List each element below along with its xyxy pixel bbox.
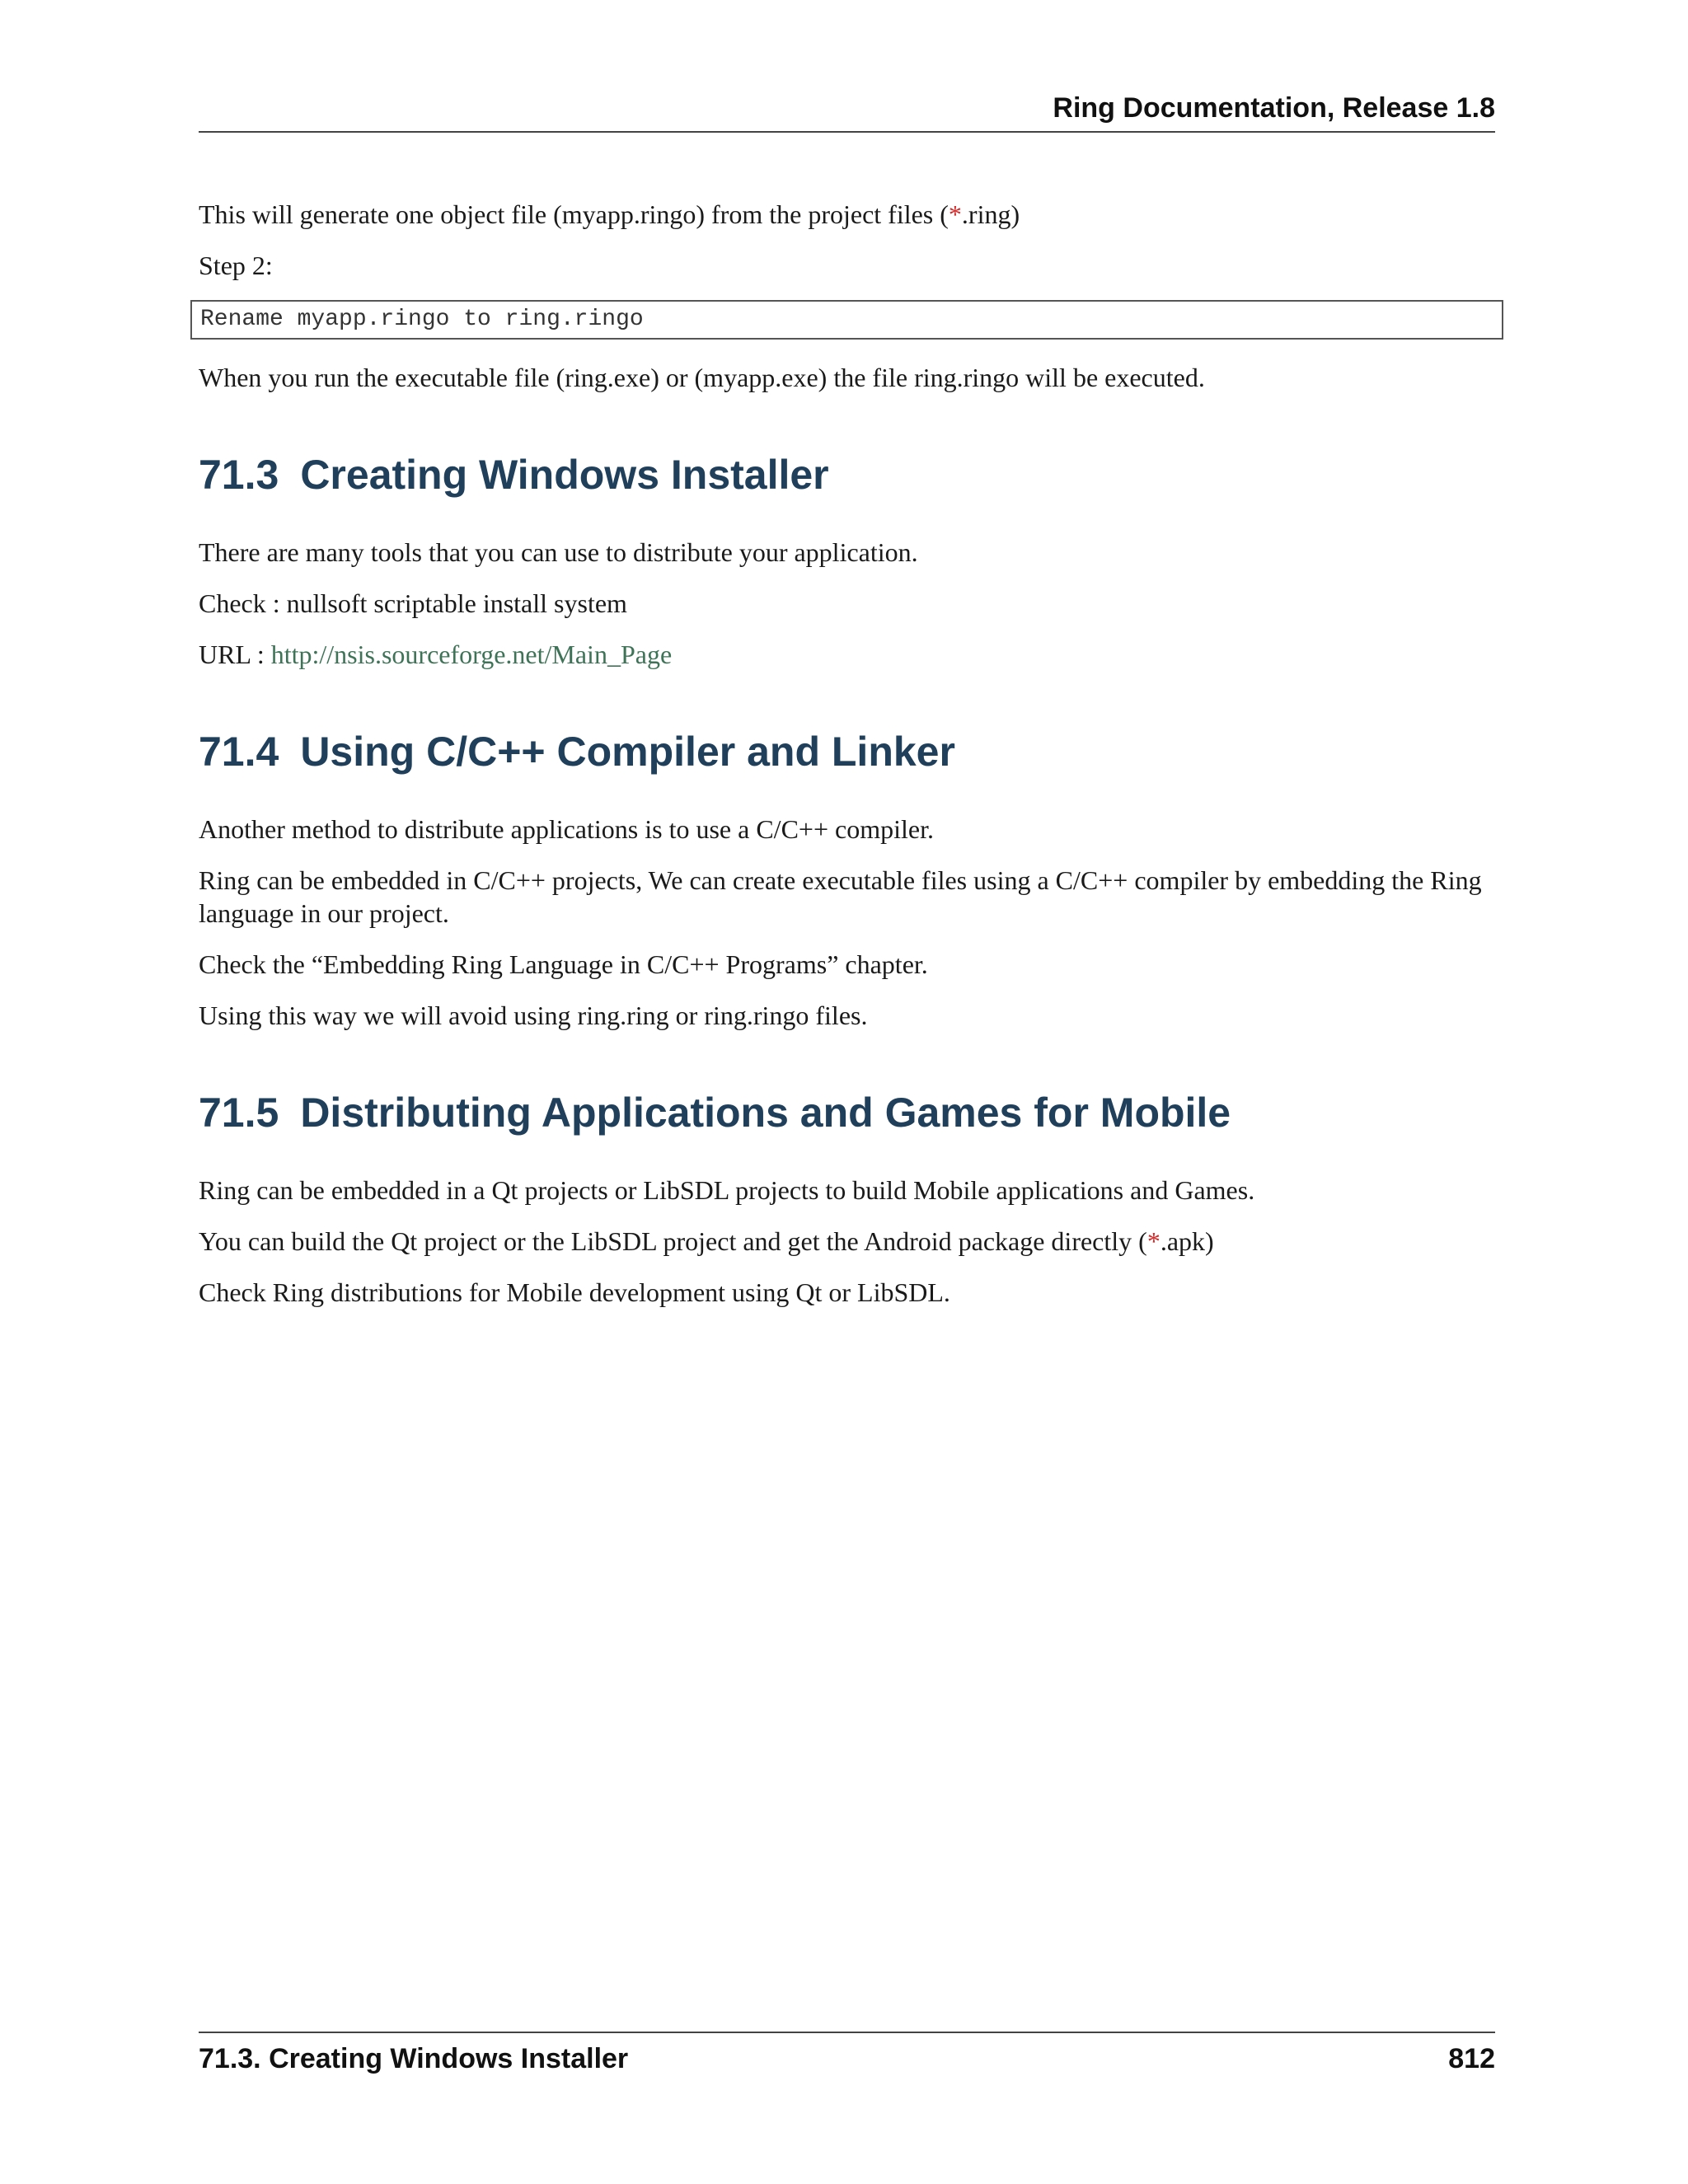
distributions-paragraph: Check Ring distributions for Mobile development using Qt or LibSDL.: [199, 1277, 950, 1307]
section-number: 71.5: [199, 1090, 279, 1136]
code-block: Rename myapp.ringo to ring.ringo: [190, 300, 1503, 340]
android-paragraph: [199, 1225, 1495, 1258]
embed-paragraph: Ring can be embedded in C/C++ projects, We can create executable files using a C/C++ compiler by embedding the Ring language in our project.: [199, 865, 1482, 928]
header-title: Ring Documentation, Release 1.8: [1053, 92, 1495, 124]
nsis-link[interactable]: http://nsis.sourceforge.net/Main_Page: [270, 640, 673, 669]
android-text-after: .apk): [1160, 1226, 1214, 1256]
url-label: URL :: [199, 640, 271, 669]
chapter-reference-paragraph: Check the “Embedding Ring Language in C/C++ Programs” chapter.: [199, 949, 928, 979]
page-footer: [199, 2032, 1495, 2075]
asterisk-glyph: *: [1146, 1226, 1160, 1256]
tools-paragraph: There are many tools that you can use to distribute your application.: [199, 537, 918, 567]
run-paragraph: When you run the executable file (ring.exe) or (myapp.exe) the file ring.ringo will be executed.: [199, 363, 1205, 392]
mobile-paragraph: Ring can be embedded in a Qt projects or LibSDL projects to build Mobile applications and Games.: [199, 1175, 1255, 1205]
section-title: Distributing Applications and Games for Mobile: [300, 1090, 1231, 1136]
section-title: Creating Windows Installer: [300, 452, 829, 498]
section-heading-71-4: [199, 727, 1495, 776]
page-number: 812: [1448, 2043, 1495, 2074]
step-label: Step 2:: [199, 251, 273, 280]
section-number: 71.3: [199, 452, 279, 498]
intro-text-after: .ring): [961, 199, 1020, 229]
page-header: [199, 92, 1495, 133]
section-heading-71-5: [199, 1088, 1495, 1137]
nsis-paragraph: Check : nullsoft scriptable install system: [199, 588, 627, 618]
section-title: Using C/C++ Compiler and Linker: [300, 729, 955, 775]
compiler-paragraph: Another method to distribute applications is to use a C/C++ compiler.: [199, 814, 934, 844]
page-content: [199, 198, 1495, 1327]
intro-text-before: This will generate one object file (myapp.ringo) from the project files (: [199, 199, 949, 229]
asterisk-glyph: *: [948, 199, 962, 229]
intro-paragraph: [199, 198, 1495, 231]
document-page: [199, 0, 1495, 2184]
android-text-before: You can build the Qt project or the LibSDL project and get the Android package directly (: [199, 1226, 1147, 1256]
avoid-files-paragraph: Using this way we will avoid using ring.ring or ring.ringo files.: [199, 1001, 868, 1030]
section-number: 71.4: [199, 729, 279, 775]
url-paragraph: [199, 638, 1495, 671]
footer-section-title: 71.3. Creating Windows Installer: [199, 2043, 629, 2074]
section-heading-71-3: [199, 450, 1495, 499]
